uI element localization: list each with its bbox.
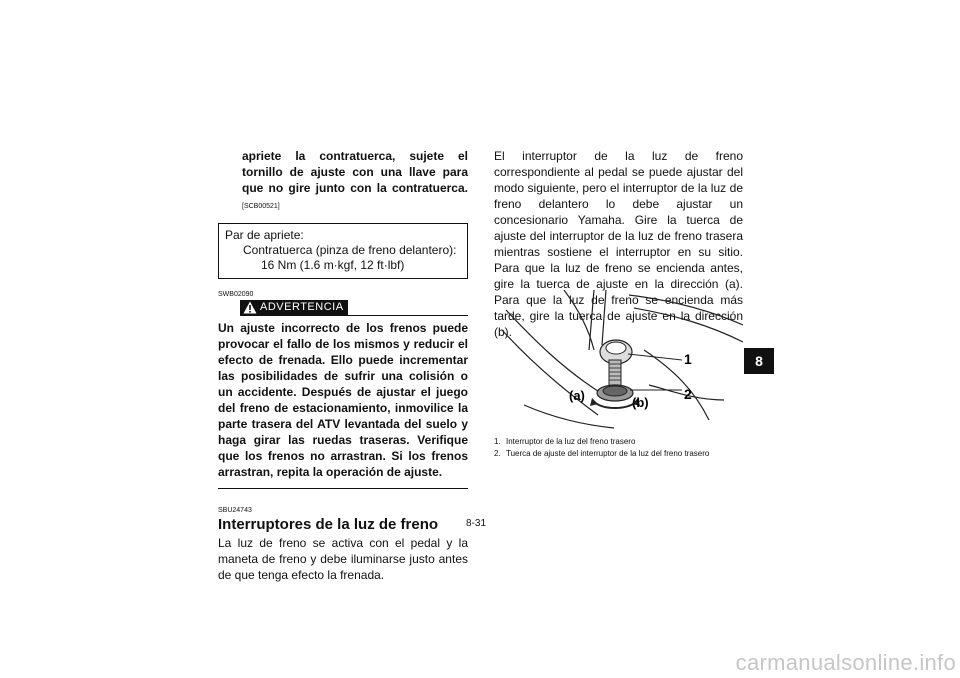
page-number: 8-31 [466, 518, 487, 529]
chapter-tab: 8 [744, 348, 774, 374]
warning-code: SWB02090 [218, 291, 254, 298]
figure-label-2: 2 [684, 386, 692, 402]
figure-captions [494, 436, 754, 460]
warning-rule [240, 315, 468, 316]
caption-item [494, 436, 754, 448]
caution-code: [SCB00521] [242, 203, 280, 210]
right-body-text: El interruptor de la luz de freno correspondiente al pedal se puede ajustar del modo siguiente, pero el interruptor de la luz de freno delantero lo debe ajustar un concesionario Yamaha. Gire la tuerca de ajuste del interruptor de la luz de freno trasera mientras sostiene el interruptor en su sitio. Para que la luz de freno se encienda antes, gire la tuerca de ajuste en la dirección (a). Para que la luz de freno se encienda más tarde, gire la tuerca de ajuste en la dirección (b). [494, 149, 743, 339]
brake-switch-illustration [494, 290, 743, 430]
torque-box [218, 223, 468, 279]
warning-header [218, 300, 468, 318]
caution-text: apriete la contratuerca, sujete el tornillo de ajuste con una llave para que no gire junto con la contratuerca. [SCB00521] [242, 149, 468, 210]
warning-badge [240, 300, 348, 315]
figure-label-b: (b) [632, 395, 649, 410]
torque-value: 16 Nm (1.6 m·kgf, 12 ft·lbf) [261, 258, 405, 272]
caption-text: Interruptor de la luz del freno trasero [506, 437, 636, 446]
caption-text: Tuerca de ajuste del interruptor de la luz del freno trasero [506, 449, 710, 458]
warning-label: ADVERTENCIA [260, 301, 344, 313]
watermark: carmanualsonline.info [735, 650, 956, 675]
caption-number: 2. [494, 449, 501, 458]
brake-switch-figure [494, 290, 743, 430]
warning-bottom-rule [218, 488, 468, 489]
caption-number: 1. [494, 437, 501, 446]
caption-item [494, 448, 754, 460]
section-title: Interruptores de la luz de freno [218, 516, 439, 533]
section-text: La luz de freno se activa con el pedal y la maneta de freno y debe iluminarse justo antes de que tenga efecto la frenada. [218, 536, 468, 582]
torque-item: Contratuerca (pinza de freno delantero): [243, 243, 457, 257]
figure-label-a: (a) [569, 388, 585, 403]
figure-label-1: 1 [684, 351, 692, 367]
left-column [218, 148, 468, 583]
warning-triangle-icon [243, 301, 257, 314]
warning-text: Un ajuste incorrecto de los frenos puede provocar el fallo de los mismos y reducir el efecto de frenada. Ello puede incrementar las posibilidades de sufrir una colisión o un accidente. Después de ajustar el juego del freno de estacionamiento, inmovilice la parte trasera del ATV levantada del suelo y haga girar las ruedas traseras. Verifique que los frenos no arrastran. Si los frenos arrastran, repita la operación de ajuste. [218, 321, 468, 479]
section-code: SBU24743 [218, 507, 252, 514]
torque-title: Par de apriete: [225, 228, 304, 242]
